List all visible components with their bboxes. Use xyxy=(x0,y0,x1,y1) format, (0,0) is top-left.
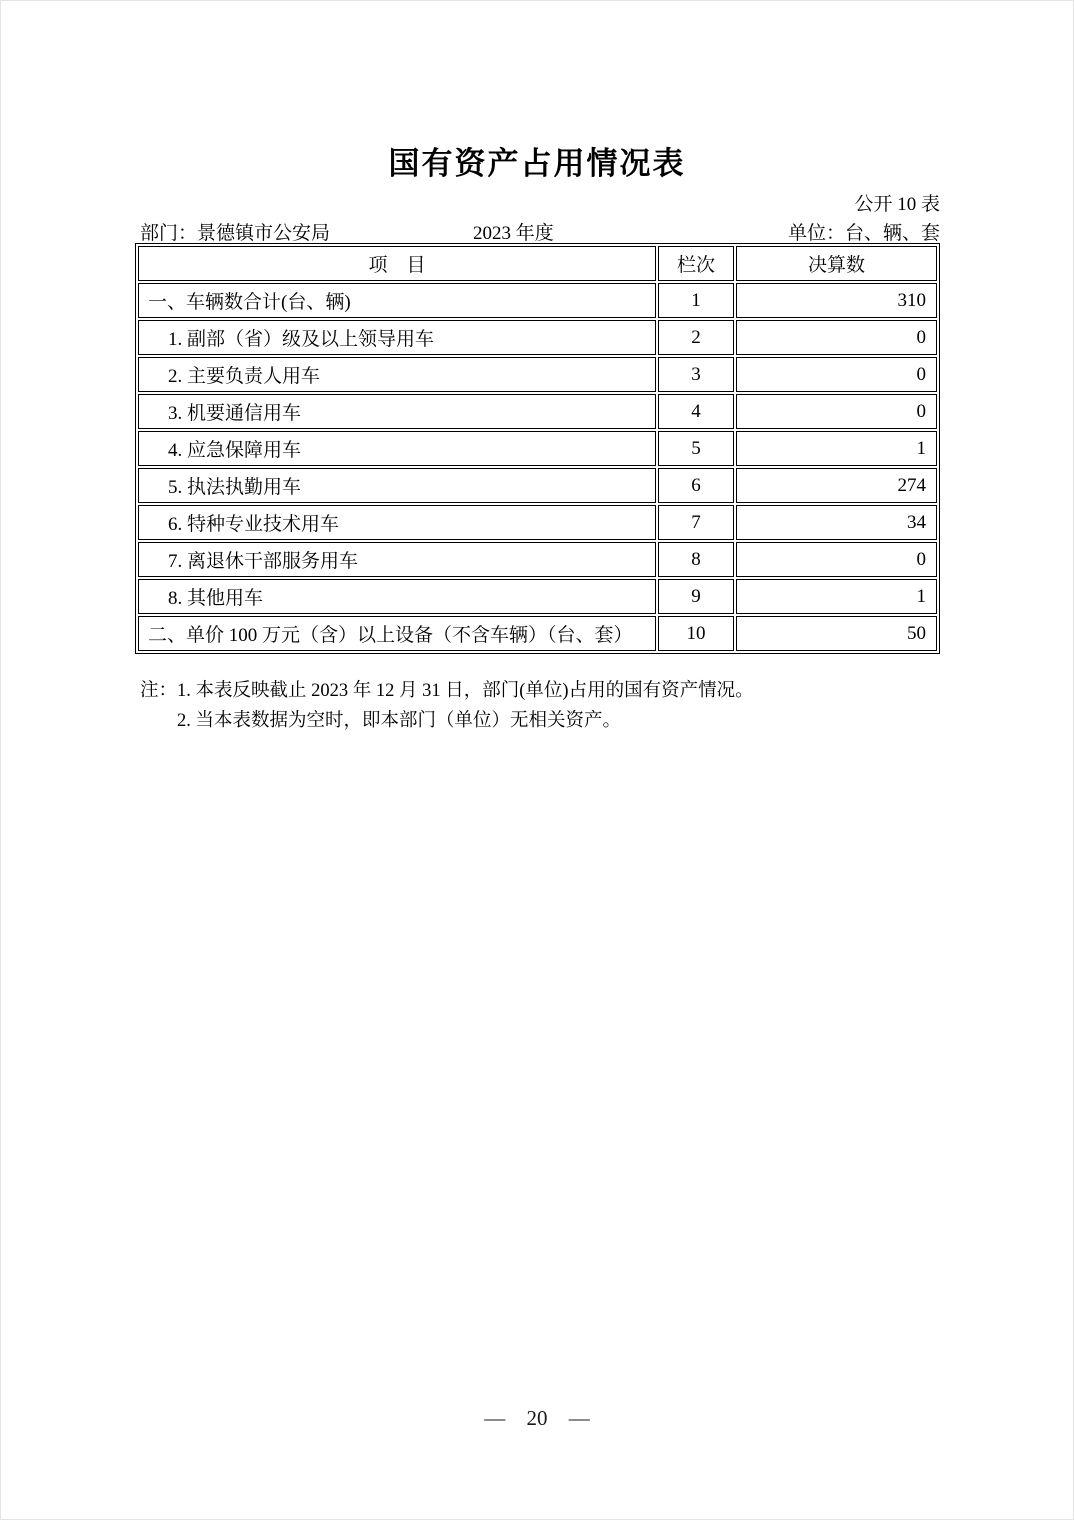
page-number: — 20 — xyxy=(484,1406,590,1430)
value-cell: 310 xyxy=(736,283,937,318)
table-row xyxy=(138,616,937,651)
table-header-row xyxy=(138,246,937,281)
unit-label: 单位：台、辆、套 xyxy=(787,223,940,244)
footnote-1: 注：1. 本表反映截止 2023 年 12 月 31 日，部门(单位)占用的国有资产情况。 xyxy=(140,681,754,701)
item-label-cell: 1. 副部（省）级及以上领导用车 xyxy=(138,320,656,355)
column-index-cell: 6 xyxy=(658,468,734,503)
table-row xyxy=(138,431,937,466)
table-number-label: 公开 10 表 xyxy=(854,194,940,215)
footnotes xyxy=(140,676,940,736)
column-index-cell: 3 xyxy=(658,357,734,392)
footnote-2: 2. 当本表数据为空时，即本部门（单位）无相关资产。 xyxy=(177,711,622,731)
table-row xyxy=(138,579,937,614)
column-index-cell: 2 xyxy=(658,320,734,355)
value-cell: 50 xyxy=(736,616,937,651)
item-label-cell: 二、单价 100 万元（含）以上设备（不含车辆）（台、套） xyxy=(138,616,656,651)
table-row xyxy=(138,468,937,503)
table-row xyxy=(138,283,937,318)
item-label-cell: 6. 特种专业技术用车 xyxy=(138,505,656,540)
value-cell: 0 xyxy=(736,542,937,577)
item-label-cell: 8. 其他用车 xyxy=(138,579,656,614)
header-item: 项 目 xyxy=(138,246,656,281)
value-cell: 34 xyxy=(736,505,937,540)
item-label-cell: 4. 应急保障用车 xyxy=(138,431,656,466)
item-label-cell: 7. 离退休干部服务用车 xyxy=(138,542,656,577)
table-row xyxy=(138,357,937,392)
page-title: 国有资产占用情况表 xyxy=(388,146,686,181)
table-row xyxy=(138,320,937,355)
header-final-amount: 决算数 xyxy=(736,246,937,281)
value-cell: 0 xyxy=(736,357,937,392)
value-cell: 1 xyxy=(736,431,937,466)
column-index-cell: 9 xyxy=(658,579,734,614)
fiscal-year-label: 2023 年度 xyxy=(473,223,554,244)
value-cell: 274 xyxy=(736,468,937,503)
department-label: 部门：景德镇市公安局 xyxy=(140,223,331,244)
value-cell: 1 xyxy=(736,579,937,614)
header-column-index: 栏次 xyxy=(658,246,734,281)
table-row xyxy=(138,505,937,540)
column-index-cell: 1 xyxy=(658,283,734,318)
asset-occupation-table xyxy=(135,243,940,654)
column-index-cell: 8 xyxy=(658,542,734,577)
value-cell: 0 xyxy=(736,320,937,355)
value-cell: 0 xyxy=(736,394,937,429)
table-meta-row xyxy=(135,218,940,242)
item-label-cell: 3. 机要通信用车 xyxy=(138,394,656,429)
column-index-cell: 10 xyxy=(658,616,734,651)
table-row xyxy=(138,542,937,577)
item-label-cell: 5. 执法执勤用车 xyxy=(138,468,656,503)
column-index-cell: 5 xyxy=(658,431,734,466)
item-label-cell: 2. 主要负责人用车 xyxy=(138,357,656,392)
column-index-cell: 4 xyxy=(658,394,734,429)
item-label-cell: 一、车辆数合计(台、辆) xyxy=(138,283,656,318)
column-index-cell: 7 xyxy=(658,505,734,540)
table-row xyxy=(138,394,937,429)
